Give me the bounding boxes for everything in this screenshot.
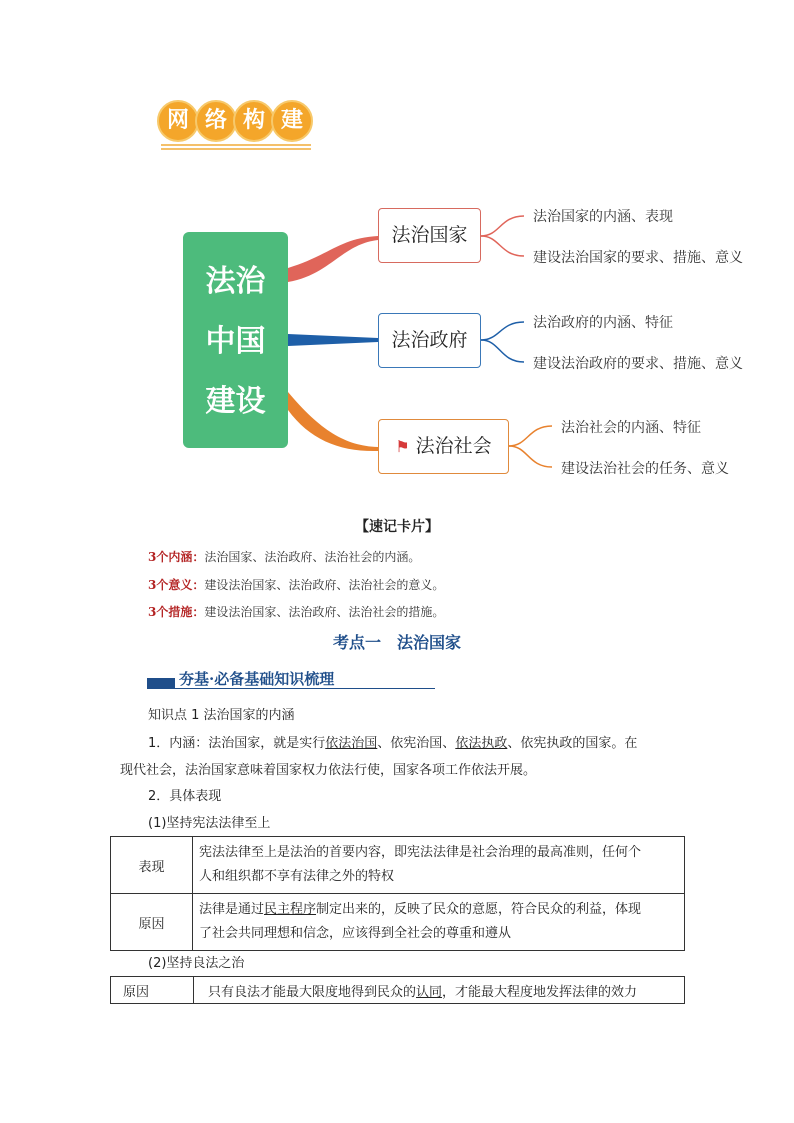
card-line	[148, 603, 444, 620]
brace-branch-1	[481, 216, 524, 256]
center-line: 中国	[205, 324, 266, 359]
badge-stripes	[161, 144, 311, 152]
paragraph-line: 2．具体表现	[148, 789, 222, 804]
badge-char: 网	[157, 100, 199, 142]
flag-icon: ⚑	[395, 437, 410, 456]
card-title: 【速记卡片】	[355, 519, 439, 535]
row-label: 原因	[111, 977, 194, 1004]
subheading	[147, 668, 435, 692]
card-text: 建设法治国家、法治政府、法治社会的意义。	[204, 578, 445, 592]
row-content	[193, 837, 685, 894]
text-run: 1．内涵：法治国家，就是实行	[148, 736, 326, 751]
text-run: 人和组织都不享有法律之外的特权	[199, 869, 395, 884]
row-label: 表现	[111, 837, 193, 894]
paragraph-line: 现代社会，法治国家意味着国家权力依法行使，国家各项工作依法开展。	[120, 763, 537, 778]
row-label: 原因	[111, 894, 193, 951]
table-row	[111, 837, 685, 894]
text-run: 了社会共同理想和信念，应该得到全社会的尊重和遵从	[199, 926, 512, 941]
leaf-item: 法治政府的内涵、特征	[533, 315, 673, 331]
subheading-bar	[147, 678, 175, 688]
text-run: 法律是通过	[199, 902, 265, 917]
text-run: 只有良法才能最大限度地得到民众的	[208, 984, 417, 1000]
mindmap-center-node	[183, 232, 288, 448]
underlined-term: 依法治国	[325, 736, 378, 751]
text-run: 宪法法律至上是法治的首要内容，即宪法法律是社会治理的最高准则，任何个	[199, 845, 642, 860]
underlined-term: 认同	[416, 984, 443, 1000]
table-row	[111, 977, 685, 1004]
subheading-text: 夯基·必备基础知识梳理	[179, 670, 335, 688]
branch-node	[378, 313, 481, 368]
underlined-term: 民主程序	[264, 902, 317, 917]
branch-node	[378, 419, 509, 474]
branch-node	[378, 208, 481, 263]
badge-char: 络	[195, 100, 237, 142]
text-run: 制定出来的，反映了民众的意愿，符合民众的利益，体现	[316, 902, 642, 917]
text-run: 、依宪执政的国家。在	[507, 736, 638, 751]
badge-char: 构	[233, 100, 275, 142]
row-content	[194, 977, 685, 1004]
subheading-rule	[147, 688, 435, 689]
leaf-item: 法治社会的内涵、特征	[561, 420, 701, 436]
card-line	[148, 576, 444, 593]
card-text: 法治国家、法治政府、法治社会的内涵。	[204, 550, 421, 564]
text-run: ，才能最大程度地发挥法律的效力	[442, 984, 638, 1000]
point-title: 知识点 1 法治国家的内涵	[148, 708, 295, 723]
center-line: 建设	[205, 384, 266, 419]
text-run: 、依宪治国、	[377, 736, 456, 751]
leaf-item: 建设法治国家的要求、措施、意义	[533, 250, 743, 266]
table-rule-of-law-supremacy	[110, 836, 685, 951]
card-text: 建设法治国家、法治政府、法治社会的措施。	[204, 605, 445, 619]
branch-label: 法治社会	[415, 435, 492, 457]
connector-branch-3	[288, 392, 378, 451]
leaf-item: 建设法治政府的要求、措施、意义	[533, 356, 743, 372]
table-row	[111, 894, 685, 951]
underlined-term: 依法执政	[455, 736, 508, 751]
section-title: 考点一 法治国家	[332, 633, 461, 652]
row-content	[193, 894, 685, 951]
center-line: 法治	[205, 264, 266, 299]
card-key: 3个意义：	[148, 578, 205, 592]
leaf-item: 建设法治社会的任务、意义	[561, 461, 729, 477]
table-good-law	[110, 976, 685, 1004]
sub-heading-1: (1)坚持宪法法律至上	[148, 816, 271, 831]
badge-char: 建	[271, 100, 313, 142]
brace-branch-3	[509, 426, 552, 467]
leaf-item: 法治国家的内涵、表现	[533, 209, 673, 225]
sub-heading-2: (2)坚持良法之治	[148, 956, 245, 971]
paragraph-line	[148, 732, 637, 751]
card-line	[148, 548, 420, 565]
branch-label: 法治国家	[391, 224, 468, 246]
section-badge	[157, 100, 322, 150]
brace-branch-2	[481, 322, 524, 362]
card-key: 3个措施：	[148, 605, 205, 619]
card-key: 3个内涵：	[148, 550, 205, 564]
connector-branch-1	[288, 236, 378, 282]
branch-label: 法治政府	[391, 329, 468, 351]
connector-branch-2	[288, 334, 378, 346]
